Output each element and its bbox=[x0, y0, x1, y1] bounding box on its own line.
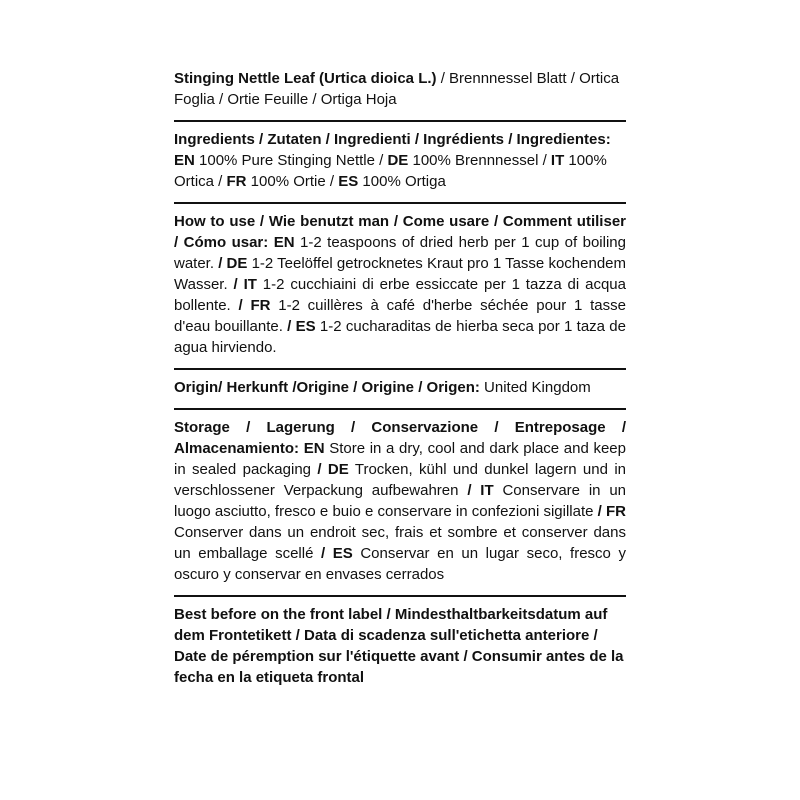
ingredients-en-text: 100% Pure Stinging Nettle / bbox=[194, 152, 388, 169]
storage-it-code: / IT bbox=[467, 482, 494, 499]
ingredients-section bbox=[174, 122, 626, 204]
ingredients-fr-text: 100% Ortie / bbox=[246, 173, 339, 190]
origin-heading: Origin/ Herkunft /Origine / Origine / Origen: bbox=[174, 379, 480, 396]
product-name-latin: Stinging Nettle Leaf (Urtica dioica L.) bbox=[174, 70, 437, 87]
storage-de-text: Trocken, kühl und dunkel lagern und in verschlossener Verpackung aufbewahren bbox=[174, 461, 626, 499]
origin-section bbox=[174, 370, 626, 410]
storage-en-code: EN bbox=[299, 440, 325, 457]
product-name-translations: / Brennnessel Blatt / Ortica Foglia / Ortie Feuille / Ortiga Hoja bbox=[174, 70, 620, 108]
how-to-use-es-code: / ES bbox=[287, 318, 316, 335]
ingredients-de-text: 100% Brennnessel / bbox=[408, 152, 551, 169]
storage-fr-code: / FR bbox=[597, 503, 626, 520]
storage-en-text: Store in a dry, cool and dark place and keep in sealed packaging bbox=[174, 440, 626, 478]
storage-heading: Storage / Lagerung / Conservazione / Entreposage / Almacenamiento: bbox=[174, 419, 626, 457]
how-to-use-de-code: / DE bbox=[218, 255, 248, 272]
storage-it-text: Conservare in un luogo asciutto, fresco e buio e conservare in confezioni sigillate bbox=[174, 482, 626, 520]
ingredients-es-code: ES bbox=[338, 173, 359, 190]
ingredients-de-code: DE bbox=[387, 152, 409, 169]
how-to-use-fr-text: 1-2 cuillères à café d'herbe séchée pour 1 tasse d'eau bouillante. bbox=[174, 297, 626, 335]
ingredients-fr-code: FR bbox=[226, 173, 247, 190]
how-to-use-it-text: 1-2 cucchiaini di erbe essiccate per 1 tazza di acqua bollente. bbox=[174, 276, 626, 314]
ingredients-it-code: IT bbox=[550, 152, 565, 169]
ingredients-heading: Ingredients / Zutaten / Ingredienti / Ingrédients / Ingredientes: bbox=[174, 131, 611, 148]
how-to-use-heading: How to use / Wie benutzt man / Come usare / Comment utiliser / Cómo usar: bbox=[174, 213, 626, 251]
product-name-section bbox=[174, 60, 626, 122]
storage-fr-text: Conserver dans un endroit sec, frais et sombre et conserver dans un emballage scellé bbox=[174, 524, 626, 562]
best-before-text: Best before on the front label / Mindesthaltbarkeitsdatum auf dem Frontetikett / Data di scadenza sull'etichetta anteriore / Date de péremption sur l'étiquette avant / Consumir antes de la fecha en la etiqueta frontal bbox=[174, 606, 624, 686]
product-label bbox=[174, 60, 626, 698]
origin-value: United Kingdom bbox=[479, 379, 591, 396]
storage-section bbox=[174, 410, 626, 597]
how-to-use-fr-code: / FR bbox=[238, 297, 271, 314]
how-to-use-it-code: / IT bbox=[233, 276, 257, 293]
storage-es-text: Conservar en un lugar seco, fresco y oscuro y conservar en envases cerrados bbox=[174, 545, 626, 583]
storage-de-code: / DE bbox=[317, 461, 349, 478]
ingredients-it-text: 100% Ortica / bbox=[174, 152, 607, 190]
ingredients-en-code: EN bbox=[174, 152, 195, 169]
how-to-use-es-text: 1-2 cucharaditas de hierba seca por 1 taza de agua hirviendo. bbox=[174, 318, 626, 356]
how-to-use-section bbox=[174, 204, 626, 370]
storage-es-code: / ES bbox=[321, 545, 353, 562]
how-to-use-en-text: 1-2 teaspoons of dried herb per 1 cup of boiling water. bbox=[174, 234, 626, 272]
how-to-use-en-code: EN bbox=[268, 234, 295, 251]
best-before-section bbox=[174, 597, 626, 698]
ingredients-es-text: 100% Ortiga bbox=[358, 173, 446, 190]
how-to-use-de-text: 1-2 Teelöffel getrocknetes Kraut pro 1 Tasse kochendem Wasser. bbox=[174, 255, 626, 293]
